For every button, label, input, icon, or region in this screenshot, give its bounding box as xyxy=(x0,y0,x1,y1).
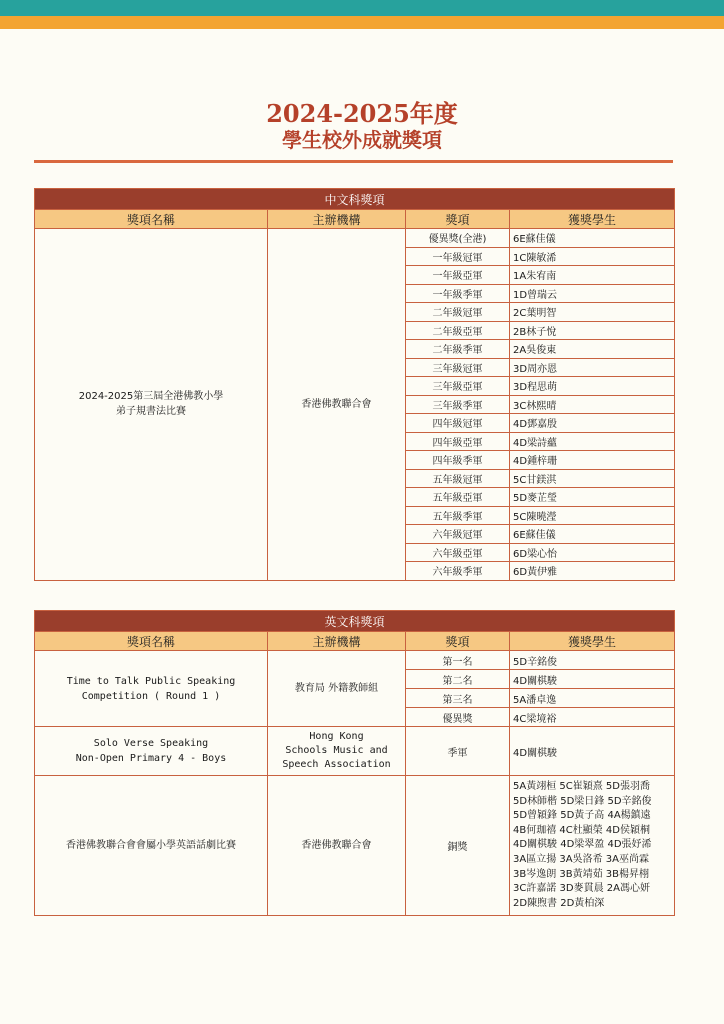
header-organizer: 主辦機構 xyxy=(268,632,406,651)
award-cell: 銅獎 xyxy=(406,776,510,916)
award-cell: 五年級亞軍 xyxy=(406,488,510,507)
competition-name-line: Solo Verse Speaking xyxy=(93,738,209,749)
award-cell: 四年級冠軍 xyxy=(406,414,510,433)
student-cell: 5D辛銘俊 xyxy=(510,651,675,670)
award-cell: 二年級季軍 xyxy=(406,340,510,359)
student-line: 2D陳煦書 2D黃柏深 xyxy=(513,897,605,909)
award-cell: 三年級季軍 xyxy=(406,395,510,414)
award-cell: 優異獎(全港) xyxy=(406,229,510,248)
student-cell: 1C陳敏浠 xyxy=(510,247,675,266)
student-cell: 4D梁詩蘊 xyxy=(510,432,675,451)
award-cell: 一年級冠軍 xyxy=(406,247,510,266)
award-cell: 六年級季軍 xyxy=(406,562,510,581)
student-cell: 5C陳曉瀅 xyxy=(510,506,675,525)
competition-name xyxy=(35,727,268,776)
award-cell: 二年級冠軍 xyxy=(406,303,510,322)
student-cell: 4D鄧嘉殷 xyxy=(510,414,675,433)
student-cell: 6E蘇佳儀 xyxy=(510,229,675,248)
top-teal-bar xyxy=(0,0,724,16)
award-cell: 六年級冠軍 xyxy=(406,525,510,544)
award-cell: 第一名 xyxy=(406,651,510,670)
header-organizer: 主辦機構 xyxy=(268,210,406,229)
student-cell: 4D關棋駿 xyxy=(510,670,675,689)
header-students: 獲獎學生 xyxy=(510,632,675,651)
student-list-cell xyxy=(510,776,675,916)
award-cell: 季軍 xyxy=(406,727,510,776)
header-award-name: 獎項名稱 xyxy=(35,632,268,651)
student-cell: 1D曾瑞云 xyxy=(510,284,675,303)
student-cell: 2C葉明智 xyxy=(510,303,675,322)
organizer: 香港佛教聯合會 xyxy=(268,229,406,581)
student-cell: 5D麥芷瑩 xyxy=(510,488,675,507)
student-cell: 6D黃伊雅 xyxy=(510,562,675,581)
student-line: 4D關棋駿 4D梁翠盈 4D張妤浠 xyxy=(513,839,652,851)
award-cell: 四年級亞軍 xyxy=(406,432,510,451)
organizer xyxy=(268,727,406,776)
chinese-table-caption: 中文科獎項 xyxy=(35,189,675,210)
award-cell: 五年級冠軍 xyxy=(406,469,510,488)
student-line: 4B何珈禧 4C杜顯榮 4D侯穎桐 xyxy=(513,824,650,836)
organizer: 教育局 外籍教師組 xyxy=(268,651,406,727)
student-cell: 5A潘卓逸 xyxy=(510,689,675,708)
student-line: 3A區立揚 3A吳洛希 3A巫尚霖 xyxy=(513,853,649,865)
competition-name: 香港佛教聯合會會屬小學英語話劇比賽 xyxy=(35,776,268,916)
student-cell: 4D關棋駿 xyxy=(510,727,675,776)
competition-name-line: 弟子規書法比賽 xyxy=(116,406,186,418)
student-line: 3B岑逸朗 3B黃靖茹 3B楊昇栩 xyxy=(513,868,650,880)
student-line: 5D林師楷 5D梁日鋒 5D辛銘俊 xyxy=(513,795,652,807)
award-cell: 一年級季軍 xyxy=(406,284,510,303)
student-cell: 2A吳俊東 xyxy=(510,340,675,359)
competition-name xyxy=(35,651,268,727)
header-students: 獲獎學生 xyxy=(510,210,675,229)
award-cell: 六年級亞軍 xyxy=(406,543,510,562)
student-line: 5A黃翊桓 5C崔穎熹 5D張羽喬 xyxy=(513,781,650,792)
award-cell: 優異獎 xyxy=(406,708,510,727)
competition-name-line: Time to Talk Public Speaking xyxy=(66,675,236,687)
student-line: 5D曾穎鋒 5D黃子高 4A楊鎮遠 xyxy=(513,810,651,822)
award-cell: 五年級季軍 xyxy=(406,506,510,525)
student-cell: 3C林熙晴 xyxy=(510,395,675,414)
student-cell: 1A朱宥南 xyxy=(510,266,675,285)
competition-name-line: Non-Open Primary 4 - Boys xyxy=(75,753,227,764)
organizer: 香港佛教聯合會 xyxy=(268,776,406,916)
student-cell: 3D周亦恩 xyxy=(510,358,675,377)
top-orange-bar xyxy=(0,16,724,29)
award-cell: 三年級亞軍 xyxy=(406,377,510,396)
award-cell: 二年級亞軍 xyxy=(406,321,510,340)
competition-name-line: 2024-2025第三屆全港佛教小學 xyxy=(78,391,224,403)
competition-name xyxy=(35,229,268,581)
student-line: 3C許嘉諾 3D麥貫晨 2A馮心妍 xyxy=(513,883,650,895)
award-cell: 第三名 xyxy=(406,689,510,708)
student-cell: 2B林子悅 xyxy=(510,321,675,340)
page-title-year: 2024-2025年度 xyxy=(266,99,458,128)
organizer-line: Schools Music and xyxy=(285,745,388,756)
chinese-awards-table xyxy=(34,188,675,581)
competition-name-line: Competition ( Round 1 ) xyxy=(81,690,221,702)
header-award-name: 獎項名稱 xyxy=(35,210,268,229)
page-title: 學生校外成就獎項 xyxy=(282,128,442,152)
student-cell: 4D鍾梓珊 xyxy=(510,451,675,470)
title-divider xyxy=(34,160,673,163)
student-cell: 6E蘇佳儀 xyxy=(510,525,675,544)
student-cell: 4C梁境裕 xyxy=(510,708,675,727)
student-cell: 3D程思萌 xyxy=(510,377,675,396)
award-cell: 第二名 xyxy=(406,670,510,689)
student-cell: 5C甘鎂淇 xyxy=(510,469,675,488)
english-awards-table xyxy=(34,610,675,916)
student-cell: 6D梁心怡 xyxy=(510,543,675,562)
award-cell: 一年級亞軍 xyxy=(406,266,510,285)
english-table-caption: 英文科獎項 xyxy=(35,611,675,632)
award-cell: 四年級季軍 xyxy=(406,451,510,470)
organizer-line: Speech Association xyxy=(282,759,391,770)
header-award: 獎項 xyxy=(406,210,510,229)
award-cell: 三年級冠軍 xyxy=(406,358,510,377)
organizer-line: Hong Kong xyxy=(309,731,364,742)
header-award: 獎項 xyxy=(406,632,510,651)
